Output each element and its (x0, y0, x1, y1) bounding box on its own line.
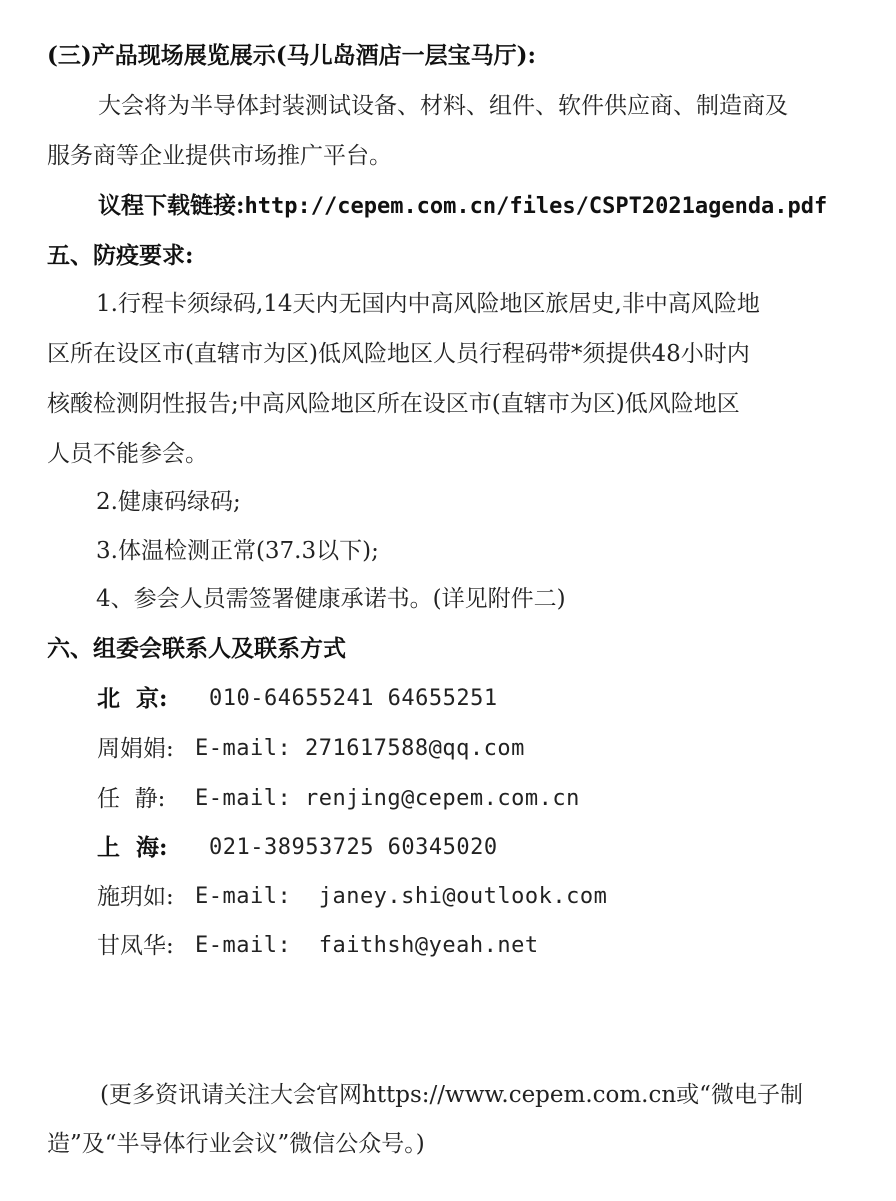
contact-shi (97, 882, 608, 912)
contact-label: 上 海: (97, 834, 168, 861)
contact-label: 周娟娟: (97, 736, 174, 762)
requirement-1-line-4: 人员不能参会。 (47, 441, 208, 467)
contact-phone: 010-64655241 64655251 (209, 686, 498, 711)
agenda-link[interactable]: http://cepem.com.cn/files/CSPT2021agenda.pdf (244, 194, 828, 219)
section-five-heading: 五、防疫要求: (47, 242, 194, 269)
agenda-label: 议程下载链接: (98, 192, 245, 219)
contact-label: 施玥如: (97, 884, 174, 910)
contact-label: 甘凤华: (97, 933, 174, 959)
contact-shanghai (97, 833, 498, 863)
contact-phone: 021-38953725 60345020 (209, 835, 498, 860)
section-three-paragraph-line-1: 大会将为半导体封装测试设备、材料、组件、软件供应商、制造商及 (98, 93, 788, 119)
section-three-heading: (三)产品现场展览展示(马儿岛酒店一层宝马厅): (47, 42, 537, 69)
section-three-paragraph-line-2: 服务商等企业提供市场推广平台。 (47, 143, 392, 169)
requirement-1-line-3: 核酸检测阴性报告;中高风险地区所在设区市(直辖市为区)低风险地区 (47, 391, 740, 417)
contact-email[interactable]: E-mail: renjing@cepem.com.cn (195, 786, 580, 811)
contact-gan (97, 931, 539, 961)
contact-email[interactable]: E-mail: janey.shi@outlook.com (195, 884, 608, 909)
contact-ren (97, 784, 580, 814)
contact-zhou (97, 734, 525, 764)
requirement-1-line-2: 区所在设区市(直辖市为区)低风险地区人员行程码带*须提供48小时内 (47, 341, 750, 367)
footer-line-1: (更多资讯请关注大会官网https://www.cepem.com.cn或“微电子制 (100, 1082, 803, 1108)
contact-label: 北 京: (97, 685, 168, 712)
agenda-download-line (98, 191, 827, 221)
requirement-3: 3.体温检测正常(37.3以下); (96, 538, 379, 564)
requirement-4: 4、参会人员需签署健康承诺书。(详见附件二) (96, 586, 566, 612)
requirement-2: 2.健康码绿码; (96, 489, 241, 515)
contact-beijing (97, 684, 498, 714)
requirement-1-line-1: 1.行程卡须绿码,14天内无国内中高风险地区旅居史,非中高风险地 (96, 291, 760, 317)
contact-email[interactable]: E-mail: faithsh@yeah.net (195, 933, 539, 958)
contact-email[interactable]: E-mail: 271617588@qq.com (195, 736, 525, 761)
section-six-heading: 六、组委会联系人及联系方式 (47, 635, 346, 662)
footer-line-2: 造”及“半导体行业会议”微信公众号。) (47, 1131, 425, 1157)
contact-label: 任 静: (97, 786, 166, 812)
